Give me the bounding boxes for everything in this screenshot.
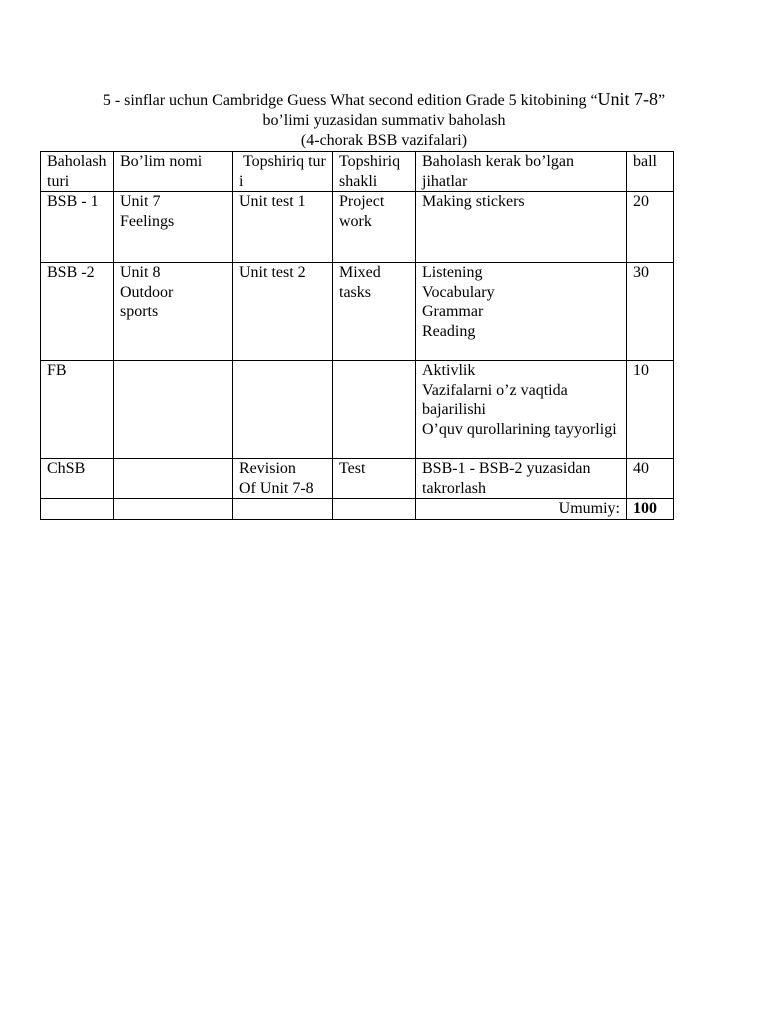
cell-score: 40 xyxy=(627,459,674,499)
heading-line-2: bo’limi yuzasidan summativ baholash xyxy=(262,112,506,129)
table-total-row xyxy=(41,499,674,520)
cell-task-form: Mixed tasks xyxy=(333,263,416,361)
cell-assessment-aspects: BSB-1 - BSB-2 yuzasidan takrorlash xyxy=(416,459,627,499)
header-assessment-aspects: Baholash kerak bo’lgan jihatlar xyxy=(416,152,627,192)
assessment-table xyxy=(40,151,674,520)
cell-assessment-type: BSB - 1 xyxy=(41,192,114,263)
cell-score: 30 xyxy=(627,263,674,361)
cell-assessment-aspects: Making stickers xyxy=(416,192,627,263)
cell-task-form: Test xyxy=(333,459,416,499)
cell-section-name xyxy=(114,361,233,459)
total-empty-cell xyxy=(41,499,114,520)
total-value: 100 xyxy=(627,499,674,520)
cell-section-name: Unit 7 Feelings xyxy=(114,192,233,263)
header-section-name: Bo’lim nomi xyxy=(114,152,233,192)
cell-task-form xyxy=(333,361,416,459)
heading-line-1 xyxy=(0,89,768,111)
cell-task-type: Unit test 1 xyxy=(233,192,333,263)
cell-score: 10 xyxy=(627,361,674,459)
header-score: ball xyxy=(627,152,674,192)
cell-assessment-aspects: Listening Vocabulary Grammar Reading xyxy=(416,263,627,361)
cell-task-type xyxy=(233,361,333,459)
table-row xyxy=(41,459,674,499)
header-task-form: Topshiriq shakli xyxy=(333,152,416,192)
cell-score: 20 xyxy=(627,192,674,263)
cell-assessment-type: BSB -2 xyxy=(41,263,114,361)
heading-quote-close: ” xyxy=(658,92,666,109)
total-empty-cell xyxy=(333,499,416,520)
cell-assessment-type: FB xyxy=(41,361,114,459)
total-empty-cell xyxy=(233,499,333,520)
cell-assessment-aspects: Aktivlik Vazifalarni o’z vaqtida bajarilishi O’quv qurollarining tayyorligi xyxy=(416,361,627,459)
table-row xyxy=(41,263,674,361)
cell-task-type: Unit test 2 xyxy=(233,263,333,361)
cell-section-name xyxy=(114,459,233,499)
heading-unit-range: Unit 7-8 xyxy=(597,89,659,109)
total-label: Umumiy: xyxy=(416,499,627,520)
cell-section-name: Unit 8 Outdoor sports xyxy=(114,263,233,361)
document-heading xyxy=(0,89,768,151)
header-task-type: Topshiriq turi xyxy=(233,152,333,192)
table-row xyxy=(41,361,674,459)
heading-line-3: (4-chorak BSB vazifalari) xyxy=(300,132,468,149)
header-assessment-type: Baholash turi xyxy=(41,152,114,192)
cell-task-type: Revision Of Unit 7-8 xyxy=(233,459,333,499)
cell-task-form: Project work xyxy=(333,192,416,263)
cell-assessment-type: ChSB xyxy=(41,459,114,499)
total-empty-cell xyxy=(114,499,233,520)
table-row xyxy=(41,192,674,263)
heading-line-1-text: 5 - sinflar uchun Cambridge Guess What second edition Grade 5 kitobining “ xyxy=(102,92,598,109)
table-header-row xyxy=(41,152,674,192)
